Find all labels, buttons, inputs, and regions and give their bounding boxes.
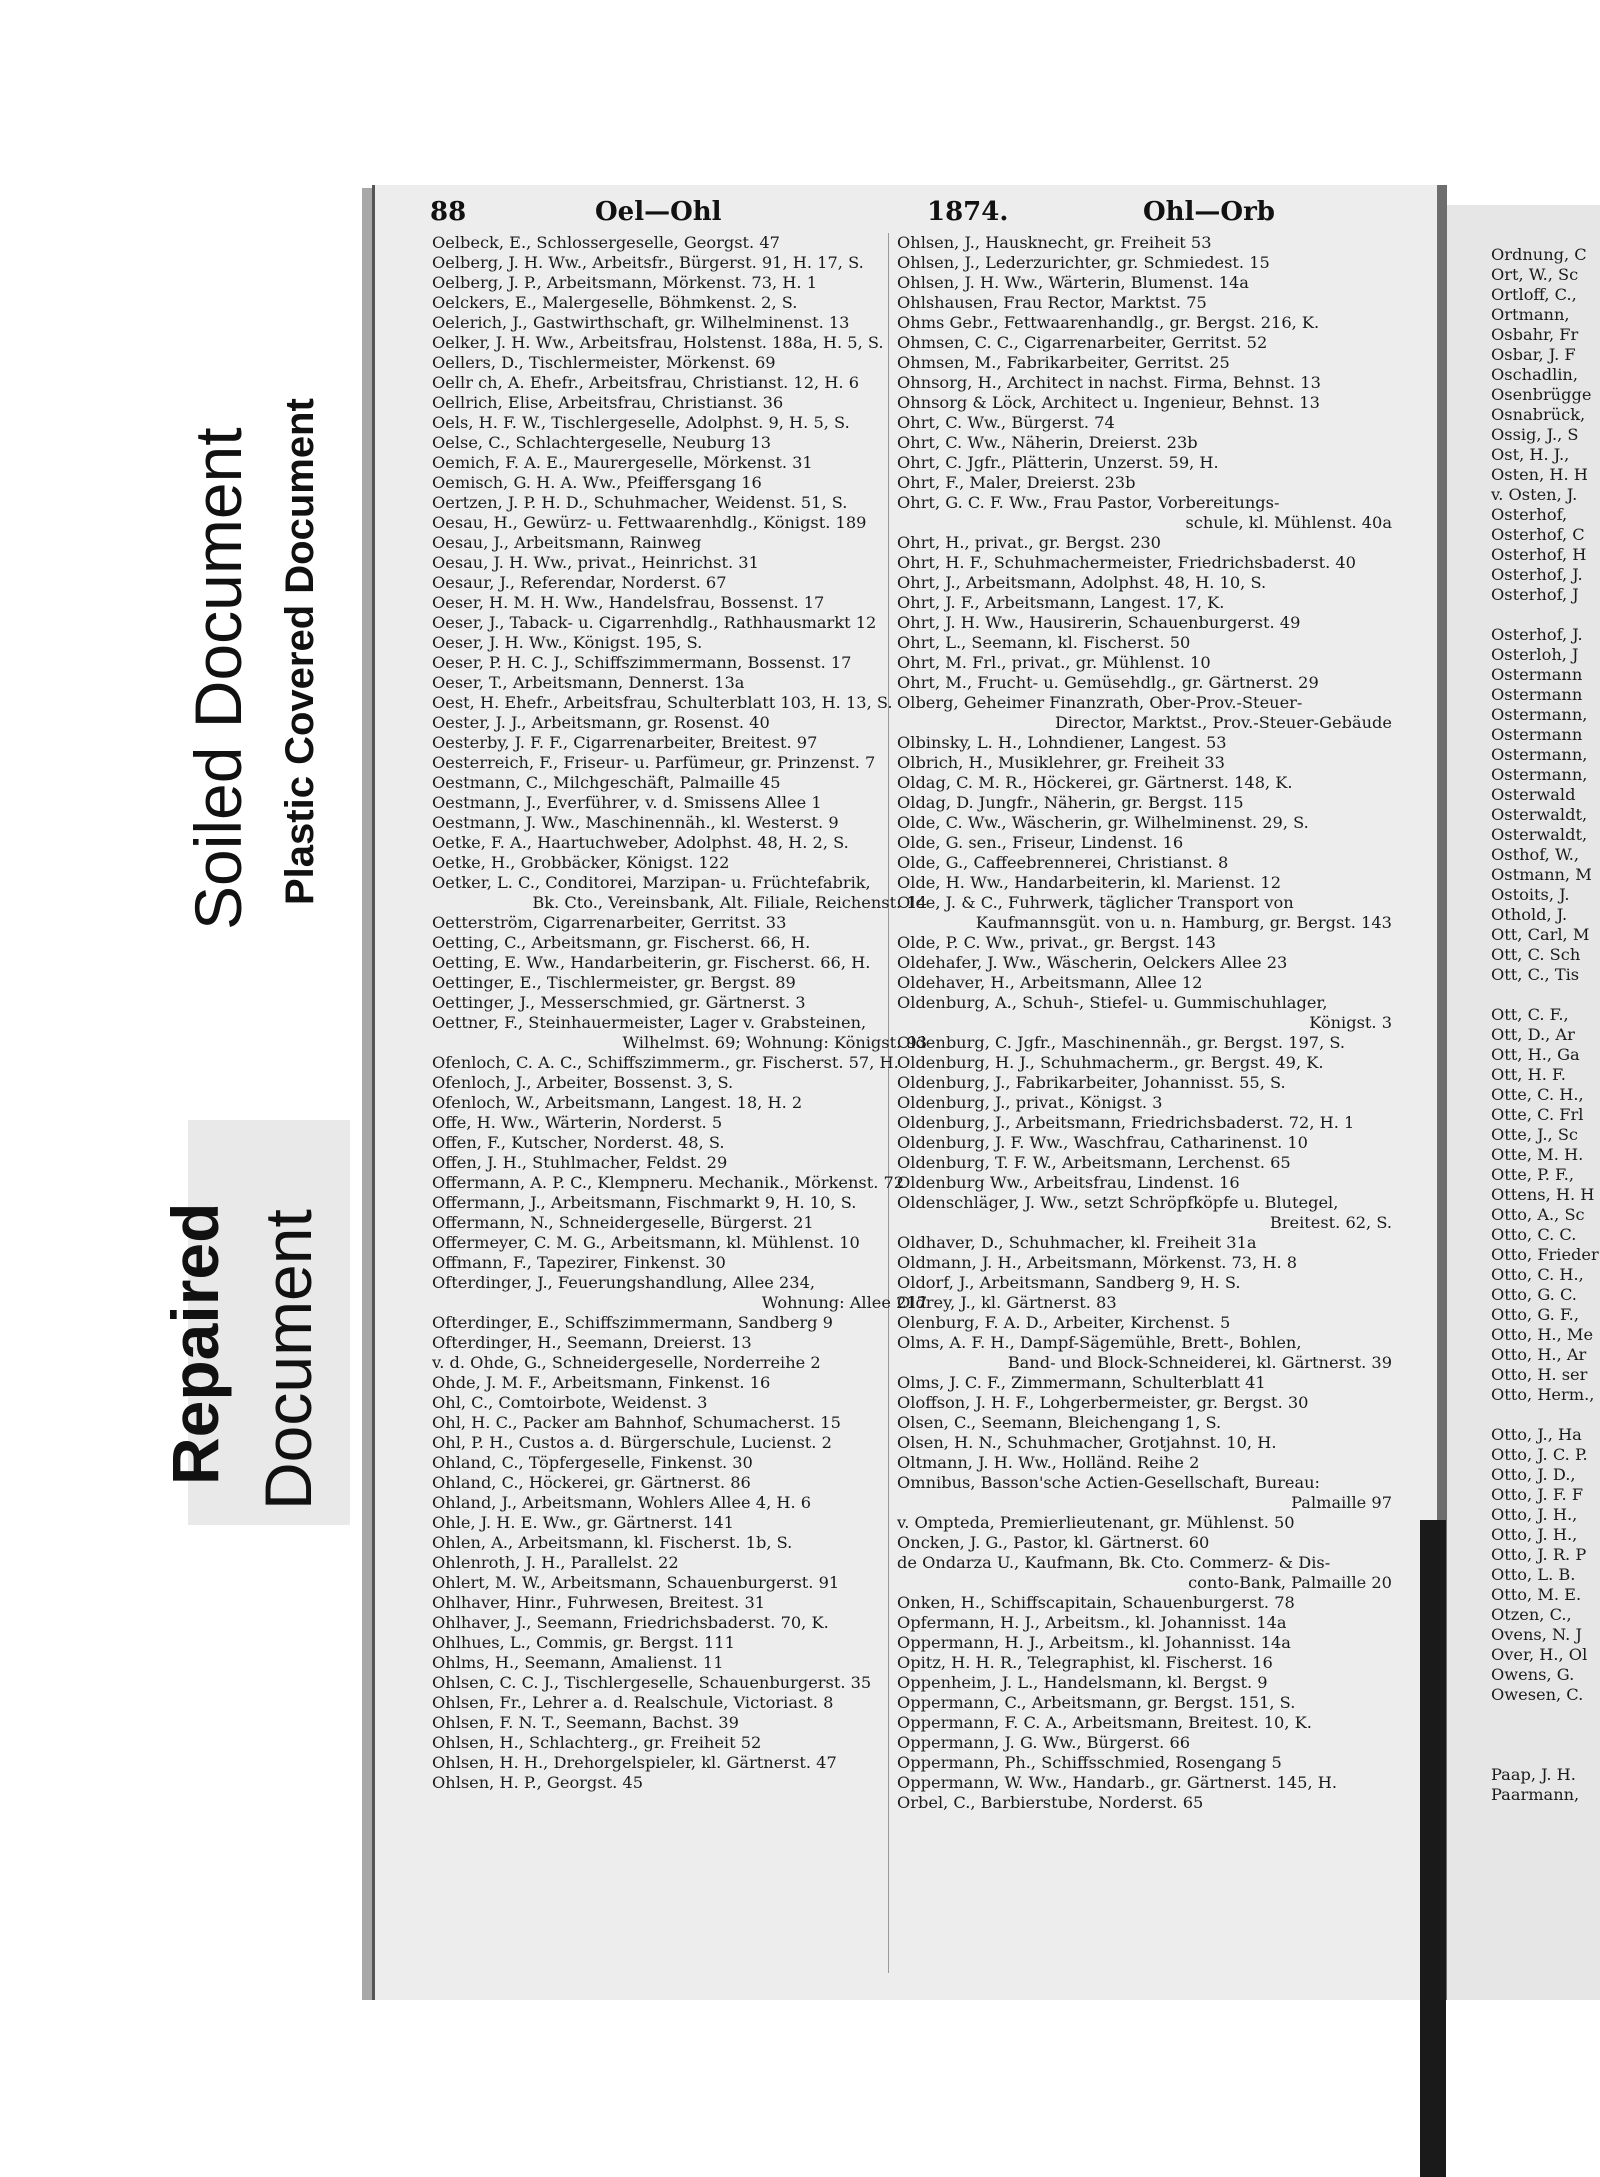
directory-entry: Osnabrück, <box>1491 405 1586 424</box>
directory-entry: Ordnung, C <box>1491 245 1587 264</box>
directory-entry: Ohmsen, M., Fabrikarbeiter, Gerritst. 25 <box>897 353 1230 372</box>
directory-entry: Oetke, F. A., Haartuchweber, Adolphst. 48, H. 2, S. <box>432 833 849 852</box>
directory-entry: Oesau, H., Gewürz- u. Fettwaarenhdlg., Königst. 189 <box>432 513 867 532</box>
directory-entry: Otto, A., Sc <box>1491 1205 1585 1224</box>
directory-entry: Otto, J., Ha <box>1491 1425 1582 1444</box>
directory-entry: Oesterreich, F., Friseur- u. Parfümeur, gr. Prinzenst. 7 <box>432 753 876 772</box>
directory-entry: Oetting, C., Arbeitsmann, gr. Fischerst. 66, H. <box>432 933 811 952</box>
directory-entry: Oppermann, J. G. Ww., Bürgerst. 66 <box>897 1733 1191 1752</box>
directory-entry: Ohlen, A., Arbeitsmann, kl. Fischerst. 1b, S. <box>432 1533 793 1552</box>
directory-entry: Onken, H., Schiffscapitain, Schauenburgerst. 78 <box>897 1593 1295 1612</box>
directory-entry: Oesau, J., Arbeitsmann, Rainweg <box>432 533 702 552</box>
directory-entry: Oeser, J. H. Ww., Königst. 195, S. <box>432 633 703 652</box>
directory-entry: schule, kl. Mühlenst. 40a <box>1185 513 1392 532</box>
directory-entry: Ohlms, H., Seemann, Amalienst. 11 <box>432 1653 724 1672</box>
directory-entry: Ostermann, <box>1491 705 1588 724</box>
directory-entry: Otte, P. F., <box>1491 1165 1575 1184</box>
directory-entry <box>1491 1405 1599 1425</box>
directory-entry: Olde, P. C. Ww., privat., gr. Bergst. 143 <box>897 933 1216 952</box>
directory-entry: Oestmann, C., Milchgeschäft, Palmaille 45 <box>432 773 781 792</box>
directory-entry: Otto, J. D., <box>1491 1465 1576 1484</box>
directory-entry: Oldag, C. M. R., Höckerei, gr. Gärtnerst. 148, K. <box>897 773 1293 792</box>
directory-entry: Olenburg, F. A. D., Arbeiter, Kirchenst. 5 <box>897 1313 1231 1332</box>
right-column <box>897 233 1422 1813</box>
directory-entry: Otto, Frieder <box>1491 1245 1599 1264</box>
directory-entry: Ostermann, <box>1491 765 1588 784</box>
directory-entry: Olde, G., Caffeebrennerei, Christianst. 8 <box>897 853 1229 872</box>
directory-entry: Paarmann, <box>1491 1785 1580 1804</box>
directory-entry: Ohms Gebr., Fettwaarenhandlg., gr. Bergst. 216, K. <box>897 313 1320 332</box>
directory-entry: Oppermann, F. C. A., Arbeitsmann, Breitest. 10, K. <box>897 1713 1312 1732</box>
directory-entry: Oldenburg, A., Schuh-, Stiefel- u. Gummischuhlager, <box>897 993 1328 1012</box>
directory-entry: Ortloff, C., <box>1491 285 1577 304</box>
directory-entry: Otto, J. H., <box>1491 1505 1578 1524</box>
directory-entry: Ohl, H. C., Packer am Bahnhof, Schumacherst. 15 <box>432 1413 841 1432</box>
directory-entry <box>1491 1745 1599 1765</box>
directory-entry: Othold, J. <box>1491 905 1568 924</box>
directory-entry: Oldenburg Ww., Arbeitsfrau, Lindenst. 16 <box>897 1173 1240 1192</box>
directory-entry: Wohnung: Allee 217 <box>761 1293 927 1312</box>
directory-entry: Paap, J. H. <box>1491 1765 1576 1784</box>
directory-entry: Oellr ch, A. Ehefr., Arbeitsfrau, Christianst. 12, H. 6 <box>432 373 860 392</box>
directory-entry: Offmann, F., Tapezirer, Finkenst. 30 <box>432 1253 726 1272</box>
directory-entry: Oetterström, Cigarrenarbeiter, Gerritst. 33 <box>432 913 787 932</box>
directory-entry: Otto, H., Me <box>1491 1325 1594 1344</box>
next-page-edge <box>1447 205 1600 2000</box>
directory-entry: Osterwald <box>1491 785 1576 804</box>
directory-entry: Oppermann, W. Ww., Handarb., gr. Gärtnerst. 145, H. <box>897 1773 1338 1792</box>
directory-entry: Oest, H. Ehefr., Arbeitsfrau, Schulterblatt 103, H. 13, S. <box>432 693 893 712</box>
directory-entry: Oeser, P. H. C. J., Schiffszimmermann, Bossenst. 17 <box>432 653 852 672</box>
directory-entry: Ohlhaver, J., Seemann, Friedrichsbaderst. 70, K. <box>432 1613 829 1632</box>
directory-entry: Ohrt, L., Seemann, kl. Fischerst. 50 <box>897 633 1191 652</box>
directory-entry: Ohland, C., Töpfergeselle, Finkenst. 30 <box>432 1453 753 1472</box>
directory-entry: de Ondarza U., Kaufmann, Bk. Cto. Commerz- & Dis- <box>897 1553 1331 1572</box>
directory-entry: Ott, D., Ar <box>1491 1025 1575 1044</box>
directory-entry: Ohlenroth, J. H., Parallelst. 22 <box>432 1553 679 1572</box>
directory-entry: Otte, C. Frl <box>1491 1105 1584 1124</box>
directory-entry: Orbel, C., Barbierstube, Norderst. 65 <box>897 1793 1204 1812</box>
directory-entry: Osbahr, Fr <box>1491 325 1579 344</box>
directory-entry: Osterhof, J. <box>1491 625 1583 644</box>
directory-entry: Offermeyer, C. M. G., Arbeitsmann, kl. Mühlenst. 10 <box>432 1233 860 1252</box>
directory-entry: Oltmann, J. H. Ww., Holländ. Reihe 2 <box>897 1453 1200 1472</box>
directory-entry: Oelberg, J. H. Ww., Arbeitsfr., Bürgerst. 91, H. 17, S. <box>432 253 864 272</box>
directory-entry: Oldenburg, J. F. Ww., Waschfrau, Catharinenst. 10 <box>897 1133 1308 1152</box>
directory-entry: Ohlsen, H. P., Georgst. 45 <box>432 1773 643 1792</box>
directory-entry: v. Osten, J. <box>1491 485 1578 504</box>
directory-entry: Olde, G. sen., Friseur, Lindenst. 16 <box>897 833 1184 852</box>
directory-entry: Olde, J. & C., Fuhrwerk, täglicher Transport von <box>897 893 1294 912</box>
directory-entry: Oemich, F. A. E., Maurergeselle, Mörkenst. 31 <box>432 453 813 472</box>
directory-entry: Palmaille 97 <box>1291 1493 1392 1512</box>
directory-entry: Oeser, J., Taback- u. Cigarrenhdlg., Rathhausmarkt 12 <box>432 613 877 632</box>
directory-entry: Oloffson, J. H. F., Lohgerbermeister, gr. Bergst. 30 <box>897 1393 1309 1412</box>
directory-entry: Ott, H. F. <box>1491 1065 1566 1084</box>
directory-entry: Owens, G. <box>1491 1665 1575 1684</box>
directory-entry: Oetker, L. C., Conditorei, Marzipan- u. Früchtefabrik, <box>432 873 871 892</box>
directory-entry: Ohle, J. H. E. Ww., gr. Gärtnerst. 141 <box>432 1513 734 1532</box>
directory-entry: Ott, H., Ga <box>1491 1045 1580 1064</box>
directory-entry: Oldrey, J., kl. Gärtnerst. 83 <box>897 1293 1117 1312</box>
directory-entry: Osterhof, J <box>1491 585 1579 604</box>
directory-entry: Oldorf, J., Arbeitsmann, Sandberg 9, H. S. <box>897 1273 1241 1292</box>
directory-entry: Osterhof, <box>1491 505 1568 524</box>
directory-entry: Oels, H. F. W., Tischlergeselle, Adolphst. 9, H. 5, S. <box>432 413 850 432</box>
directory-entry: Ohlsen, C. C. J., Tischlergeselle, Schauenburgerst. 35 <box>432 1673 872 1692</box>
directory-entry: Ohrt, J., Arbeitsmann, Adolphst. 48, H. 10, S. <box>897 573 1267 592</box>
directory-entry: Otto, L. B. <box>1491 1565 1576 1584</box>
directory-entry: Oelse, C., Schlachtergeselle, Neuburg 13 <box>432 433 772 452</box>
directory-entry: Oldenburg, J., privat., Königst. 3 <box>897 1093 1163 1112</box>
directory-entry: Otto, G. C. <box>1491 1285 1577 1304</box>
directory-entry: Oestmann, J., Everführer, v. d. Smissens Allee 1 <box>432 793 822 812</box>
directory-entry: Ohland, C., Höckerei, gr. Gärtnerst. 86 <box>432 1473 751 1492</box>
directory-entry: Oldhaver, D., Schuhmacher, kl. Freiheit 31a <box>897 1233 1257 1252</box>
directory-entry: Oelker, J. H. Ww., Arbeitsfrau, Holstenst. 188a, H. 5, S. <box>432 333 884 352</box>
directory-entry: Offermann, A. P. C., Klempneru. Mechanik., Mörkenst. 72 <box>432 1173 905 1192</box>
page-number: 88 <box>430 197 467 227</box>
plastic-covered-document-label: Plastic Covered Document <box>278 398 322 905</box>
directory-entry: Oettinger, J., Messerschmied, gr. Gärtnerst. 3 <box>432 993 806 1012</box>
directory-entry: Oetke, H., Grobbäcker, Königst. 122 <box>432 853 730 872</box>
directory-entry: Oldenschläger, J. Ww., setzt Schröpfköpfe u. Blutegel, <box>897 1193 1339 1212</box>
directory-entry: Oldenburg, T. F. W., Arbeitsmann, Lerchenst. 65 <box>897 1153 1291 1172</box>
directory-entry: Olsen, H. N., Schuhmacher, Grotjahnst. 10, H. <box>897 1433 1277 1452</box>
directory-entry: Ofenloch, C. A. C., Schiffszimmerm., gr. Fischerst. 57, H. <box>432 1053 899 1072</box>
directory-entry: Oldehaver, H., Arbeitsmann, Allee 12 <box>897 973 1203 992</box>
directory-entry: Oellrich, Elise, Arbeitsfrau, Christianst. 36 <box>432 393 784 412</box>
directory-entry: Otto, J. H., <box>1491 1525 1578 1544</box>
directory-entry <box>1491 985 1599 1005</box>
directory-entry: Ohland, J., Arbeitsmann, Wohlers Allee 4, H. 6 <box>432 1493 812 1512</box>
directory-entry: conto-Bank, Palmaille 20 <box>1188 1573 1392 1592</box>
directory-entry: Ohrt, M., Frucht- u. Gemüsehdlg., gr. Gärtnerst. 29 <box>897 673 1319 692</box>
directory-entry: Oldenburg, J., Arbeitsmann, Friedrichsbaderst. 72, H. 1 <box>897 1113 1355 1132</box>
directory-entry: Olde, H. Ww., Handarbeiterin, kl. Marienst. 12 <box>897 873 1282 892</box>
directory-entry: Oelckers, E., Malergeselle, Böhmkenst. 2, S. <box>432 293 798 312</box>
directory-entry: Oesau, J. H. Ww., privat., Heinrichst. 31 <box>432 553 759 572</box>
directory-entry: Osterhof, J. <box>1491 565 1583 584</box>
directory-entry <box>1491 1725 1599 1745</box>
directory-entry: Oemisch, G. H. A. Ww., Pfeiffersgang 16 <box>432 473 762 492</box>
directory-entry: Olbrich, H., Musiklehrer, gr. Freiheit 33 <box>897 753 1225 772</box>
directory-entry: Oeser, T., Arbeitsmann, Dennerst. 13a <box>432 673 745 692</box>
directory-entry: Osterloh, J <box>1491 645 1579 664</box>
header-year: 1874. <box>927 197 1009 227</box>
directory-entry: Breitest. 62, S. <box>1269 1213 1392 1232</box>
repaired-document-label: Document <box>251 1209 325 1510</box>
directory-entry: Ofterdinger, E., Schiffszimmermann, Sandberg 9 <box>432 1313 833 1332</box>
directory-entry: Olms, A. F. H., Dampf-Sägemühle, Brett-, Bohlen, <box>897 1333 1302 1352</box>
directory-entry: Ofterdinger, H., Seemann, Dreierst. 13 <box>432 1333 752 1352</box>
directory-entry: Ostoits, J. <box>1491 885 1570 904</box>
directory-entry: Offen, J. H., Stuhlmacher, Feldst. 29 <box>432 1153 728 1172</box>
directory-entry: Oldehafer, J. Ww., Wäscherin, Oelckers Allee 23 <box>897 953 1288 972</box>
directory-entry: Olberg, Geheimer Finanzrath, Ober-Prov.-Steuer- <box>897 693 1303 712</box>
directory-entry: Ostermann <box>1491 665 1583 684</box>
directory-entry: Ortmann, <box>1491 305 1570 324</box>
directory-entry: Director, Marktst., Prov.-Steuer-Gebäude <box>1054 713 1392 732</box>
directory-entry: Oldag, D. Jungfr., Näherin, gr. Bergst. 115 <box>897 793 1244 812</box>
directory-entry: Olms, J. C. F., Zimmermann, Schulterblatt 41 <box>897 1373 1266 1392</box>
left-column <box>432 233 957 1793</box>
repaired-label: Repaired <box>158 1202 232 1485</box>
directory-entry: Ohrt, M. Frl., privat., gr. Mühlenst. 10 <box>897 653 1211 672</box>
directory-entry: Ohrt, G. C. F. Ww., Frau Pastor, Vorbereitungs- <box>897 493 1280 512</box>
directory-entry: Offe, H. Ww., Wärterin, Norderst. 5 <box>432 1113 723 1132</box>
header-left-range: Oel—Ohl <box>595 197 722 227</box>
directory-entry: Oestmann, J. Ww., Maschinennäh., kl. Westerst. 9 <box>432 813 839 832</box>
directory-entry: Ohlsen, F. N. T., Seemann, Bachst. 39 <box>432 1713 739 1732</box>
directory-entry: v. d. Ohde, G., Schneidergeselle, Norderreihe 2 <box>432 1353 821 1372</box>
directory-entry: Oschadlin, <box>1491 365 1579 384</box>
directory-entry: Ohlert, M. W., Arbeitsmann, Schauenburgerst. 91 <box>432 1573 840 1592</box>
directory-entry: Oertzen, J. P. H. D., Schuhmacher, Weidenst. 51, S. <box>432 493 848 512</box>
directory-entry: Oppermann, C., Arbeitsmann, gr. Bergst. 151, S. <box>897 1693 1296 1712</box>
directory-entry: Oppermann, H. J., Arbeitsm., kl. Johannisst. 14a <box>897 1633 1291 1652</box>
directory-entry: Ott, C. F., <box>1491 1005 1569 1024</box>
directory-entry: Oeser, H. M. H. Ww., Handelsfrau, Bossenst. 17 <box>432 593 825 612</box>
directory-entry: Ott, C., Tis <box>1491 965 1580 984</box>
directory-entry: Otto, M. E. <box>1491 1585 1582 1604</box>
directory-entry: Osterwaldt, <box>1491 805 1588 824</box>
directory-entry: Osbar, J. F <box>1491 345 1576 364</box>
directory-entry: Ott, C. Sch <box>1491 945 1581 964</box>
directory-entry: Oettner, F., Steinhauermeister, Lager v. Grabsteinen, <box>432 1013 867 1032</box>
directory-entry: Otte, J., Sc <box>1491 1125 1578 1144</box>
directory-entry: Ort, W., Sc <box>1491 265 1579 284</box>
directory-entry: Otte, C. H., <box>1491 1085 1584 1104</box>
directory-entry: Oelerich, J., Gastwirthschaft, gr. Wilhelminenst. 13 <box>432 313 850 332</box>
directory-entry: Offen, F., Kutscher, Norderst. 48, S. <box>432 1133 725 1152</box>
directory-entry: Oellers, D., Tischlermeister, Mörkenst. 69 <box>432 353 776 372</box>
directory-entry: Kaufmannsgüt. von u. n. Hamburg, gr. Bergst. 143 <box>975 913 1392 932</box>
directory-entry: Osterwaldt, <box>1491 825 1588 844</box>
directory-entry: Oesaur, J., Referendar, Norderst. 67 <box>432 573 727 592</box>
directory-entry: v. Ompteda, Premierlieutenant, gr. Mühlenst. 50 <box>897 1513 1295 1532</box>
directory-entry <box>1491 1705 1599 1725</box>
directory-entry: Ohl, P. H., Custos a. d. Bürgerschule, Lucienst. 2 <box>432 1433 832 1452</box>
directory-entry: Osten, H. H <box>1491 465 1588 484</box>
binding-strip <box>1420 1520 1446 2177</box>
directory-entry: Ohrt, C. Jgfr., Plätterin, Unzerst. 59, H. <box>897 453 1219 472</box>
directory-entry: Ostermann <box>1491 725 1583 744</box>
directory-entry: Ostermann <box>1491 685 1583 704</box>
directory-entry: Ott, Carl, M <box>1491 925 1590 944</box>
directory-entry: Ohlshausen, Frau Rector, Marktst. 75 <box>897 293 1207 312</box>
directory-entry: Oettinger, E., Tischlermeister, gr. Bergst. 89 <box>432 973 796 992</box>
directory-entry: Opitz, H. H. R., Telegraphist, kl. Fischerst. 16 <box>897 1653 1273 1672</box>
next-page-column <box>1491 245 1599 1805</box>
directory-entry: Ost, H. J., <box>1491 445 1570 464</box>
directory-entry: Ohlsen, J., Hausknecht, gr. Freiheit 53 <box>897 233 1212 252</box>
labels-area <box>0 0 360 2177</box>
directory-entry: Oesterby, J. F. F., Cigarrenarbeiter, Breitest. 97 <box>432 733 818 752</box>
directory-entry: Oppenheim, J. L., Handelsmann, kl. Bergst. 9 <box>897 1673 1268 1692</box>
directory-entry: Oppermann, Ph., Schiffsschmied, Rosengang 5 <box>897 1753 1282 1772</box>
directory-entry: Otto, H., Ar <box>1491 1345 1587 1364</box>
directory-entry: Ostermann, <box>1491 745 1588 764</box>
page-header <box>430 197 1440 227</box>
directory-entry: Oldenburg, H. J., Schuhmacherm., gr. Bergst. 49, K. <box>897 1053 1324 1072</box>
directory-entry: Ohnsorg & Löck, Architect u. Ingenieur, Behnst. 13 <box>897 393 1320 412</box>
directory-entry: Oelberg, J. P., Arbeitsmann, Mörkenst. 73, H. 1 <box>432 273 818 292</box>
directory-entry: Over, H., Ol <box>1491 1645 1588 1664</box>
directory-entry: Bk. Cto., Vereinsbank, Alt. Filiale, Reichenst. 14 <box>532 893 927 912</box>
directory-entry: Ossig, J., S <box>1491 425 1579 444</box>
directory-entry: Olbinsky, L. H., Lohndiener, Langest. 53 <box>897 733 1227 752</box>
directory-entry: Ofenloch, W., Arbeitsmann, Langest. 18, H. 2 <box>432 1093 803 1112</box>
directory-entry: Ostmann, M <box>1491 865 1592 884</box>
directory-entry: Ohlhues, L., Commis, gr. Bergst. 111 <box>432 1633 735 1652</box>
directory-entry: Band- und Block-Schneiderei, kl. Gärtnerst. 39 <box>1007 1353 1392 1372</box>
directory-entry: Osterhof, H <box>1491 545 1587 564</box>
directory-entry: Otto, C. C. <box>1491 1225 1577 1244</box>
header-right-range: Ohl—Orb <box>1143 197 1275 227</box>
directory-page <box>372 185 1440 2000</box>
directory-entry: Ohde, J. M. F., Arbeitsmann, Finkenst. 16 <box>432 1373 771 1392</box>
directory-entry: Ohlsen, H., Schlachterg., gr. Freiheit 52 <box>432 1733 762 1752</box>
directory-entry: Königst. 3 <box>1309 1013 1392 1032</box>
directory-entry: Oelbeck, E., Schlossergeselle, Georgst. 47 <box>432 233 780 252</box>
book-spine-edge <box>362 188 372 2000</box>
directory-entry: Otto, J. R. P <box>1491 1545 1587 1564</box>
directory-entry: Ohlsen, H. H., Drehorgelspieler, kl. Gärtnerst. 47 <box>432 1753 837 1772</box>
directory-entry: Ohrt, H., privat., gr. Bergst. 230 <box>897 533 1161 552</box>
directory-entry: Omnibus, Basson'sche Actien-Gesellschaft, Bureau: <box>897 1473 1320 1492</box>
directory-entry: Ohrt, F., Maler, Dreierst. 23b <box>897 473 1136 492</box>
directory-entry: Otzen, C., <box>1491 1605 1572 1624</box>
directory-entry: Oldenburg, J., Fabrikarbeiter, Johannisst. 55, S. <box>897 1073 1286 1092</box>
directory-entry: Oncken, J. G., Pastor, kl. Gärtnerst. 60 <box>897 1533 1210 1552</box>
directory-entry: Osterhof, C <box>1491 525 1585 544</box>
directory-entry: Otto, J. C. P. <box>1491 1445 1588 1464</box>
directory-entry: Oldmann, J. H., Arbeitsmann, Mörkenst. 73, H. 8 <box>897 1253 1298 1272</box>
directory-entry: Ovens, N. J <box>1491 1625 1582 1644</box>
directory-entry: Ohrt, C. Ww., Näherin, Dreierst. 23b <box>897 433 1198 452</box>
directory-entry: Offermann, J., Arbeitsmann, Fischmarkt 9, H. 10, S. <box>432 1193 857 1212</box>
directory-entry: Wilhelmst. 69; Wohnung: Königst. 93 <box>622 1033 927 1052</box>
directory-entry: Olsen, C., Seemann, Bleichengang 1, S. <box>897 1413 1222 1432</box>
directory-entry: Ohlsen, Fr., Lehrer a. d. Realschule, Victoriast. 8 <box>432 1693 834 1712</box>
directory-entry: Otto, J. F. F <box>1491 1485 1584 1504</box>
directory-entry: Ohmsen, C. C., Cigarrenarbeiter, Gerritst. 52 <box>897 333 1268 352</box>
directory-entry: Ohlhaver, Hinr., Fuhrwesen, Breitest. 31 <box>432 1593 766 1612</box>
directory-entry: Osthof, W., <box>1491 845 1580 864</box>
directory-entry: Oetting, E. Ww., Handarbeiterin, gr. Fischerst. 66, H. <box>432 953 871 972</box>
directory-entry: Ohl, C., Comtoirbote, Weidenst. 3 <box>432 1393 708 1412</box>
directory-entry: Ofterdinger, J., Feuerungshandlung, Allee 234, <box>432 1273 816 1292</box>
directory-entry <box>1491 605 1599 625</box>
directory-entry: Otto, C. H., <box>1491 1265 1584 1284</box>
directory-entry: Offermann, N., Schneidergeselle, Bürgerst. 21 <box>432 1213 814 1232</box>
directory-entry: Olde, C. Ww., Wäscherin, gr. Wilhelminenst. 29, S. <box>897 813 1309 832</box>
directory-entry: Ofenloch, J., Arbeiter, Bossenst. 3, S. <box>432 1073 734 1092</box>
directory-entry: Otto, H. ser <box>1491 1365 1588 1384</box>
directory-entry: Oester, J. J., Arbeitsmann, gr. Rosenst. 40 <box>432 713 770 732</box>
directory-entry: Ohrt, H. F., Schuhmachermeister, Friedrichsbaderst. 40 <box>897 553 1356 572</box>
directory-entry: Owesen, C. <box>1491 1685 1584 1704</box>
directory-entry: Ohrt, J. H. Ww., Hausirerin, Schauenburgerst. 49 <box>897 613 1301 632</box>
soiled-document-label: Soiled Document <box>181 427 255 930</box>
directory-entry: Ohrt, C. Ww., Bürgerst. 74 <box>897 413 1115 432</box>
directory-entry: Ohlsen, J., Lederzurichter, gr. Schmiedest. 15 <box>897 253 1270 272</box>
directory-entry: Opfermann, H. J., Arbeitsm., kl. Johannisst. 14a <box>897 1613 1287 1632</box>
directory-entry: Ohlsen, J. H. Ww., Wärterin, Blumenst. 14a <box>897 273 1249 292</box>
directory-entry: Otto, G. F., <box>1491 1305 1579 1324</box>
directory-entry: Ohnsorg, H., Architect in nachst. Firma, Behnst. 13 <box>897 373 1321 392</box>
directory-entry: Otto, Herm., <box>1491 1385 1595 1404</box>
directory-entry: Ottens, H. H <box>1491 1185 1595 1204</box>
directory-entry: Oldenburg, C. Jgfr., Maschinennäh., gr. Bergst. 197, S. <box>897 1033 1346 1052</box>
directory-entry: Osenbrügge <box>1491 385 1592 404</box>
directory-entry: Otte, M. H. <box>1491 1145 1584 1164</box>
directory-entry: Ohrt, J. F., Arbeitsmann, Langest. 17, K. <box>897 593 1225 612</box>
